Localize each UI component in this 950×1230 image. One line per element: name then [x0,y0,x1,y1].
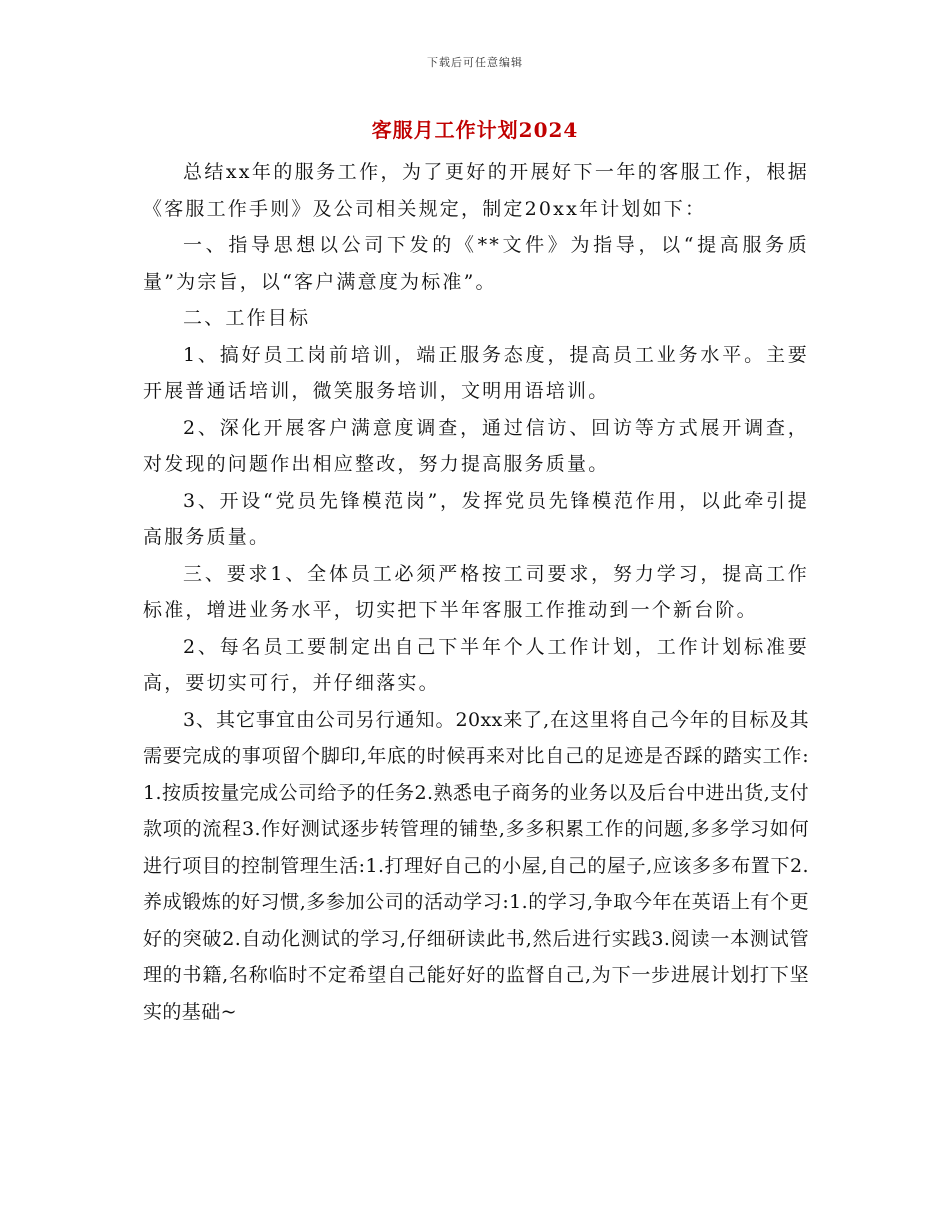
paragraph-goals-heading: 二、工作目标 [183,307,311,329]
paragraph-requirements-1: 三、要求1、全体员工必须严格按工司要求，努力学习，提高工作标准，增进业务水平，切实把下半年客服工作推动到一个新台阶。 [143,562,809,621]
paragraph-goal-2: 2、深化开展客户满意度调查，通过信访、回访等方式展开调查，对发现的问题作出相应整改，努力提高服务质量。 [143,416,809,475]
document-title: 客服月工作计划2024 [371,118,579,142]
document-body [143,154,809,1030]
paragraph-requirements-2: 2、每名员工要制定出自己下半年个人工作计划，工作计划标准要高，要切实可行，并仔细落实。 [143,635,809,694]
paragraph-guiding-principle: 一、指导思想以公司下发的《**文件》为指导，以“提高服务质量”为宗旨，以“客户满意度为标准”。 [143,234,809,293]
paragraph-requirements-3: 3、其它事宜由公司另行通知。20xx来了,在这里将自己今年的目标及其需要完成的事项留个脚印,年底的时候再来对比自己的足迹是否踩的踏实工作:1.按质按量完成公司给予的任务2.熟悉电子商务的业务以及后台中进出货,支付款项的流程3.作好测试逐步转管理的铺垫,多多积累工作的问题,多多学习如何进行项目的控制管理生活:1.打理好自己的小屋,自己的屋子,应该多多布置下2.养成锻炼的好习惯,多参加公司的活动学习:1.的学习,争取今年在英语上有个更好的突破2.自动化测试的学习,仔细研读此书,然后进行实践3.阅读一本测试管理的书籍,名称临时不定希望自己能好好的监督自己,为下一步进展计划打下坚实的基础~ [143,708,809,1023]
paragraph-intro: 总结xx年的服务工作，为了更好的开展好下一年的客服工作，根据《客服工作手则》及公司相关规定，制定20xx年计划如下： [143,161,809,220]
header-note: 下载后可任意编辑 [427,56,523,69]
paragraph-goal-1: 1、搞好员工岗前培训，端正服务态度，提高员工业务水平。主要开展普通话培训，微笑服务培训，文明用语培训。 [143,343,809,402]
paragraph-goal-3: 3、开设“党员先锋模范岗”，发挥党员先锋模范作用，以此牵引提高服务质量。 [143,489,809,548]
